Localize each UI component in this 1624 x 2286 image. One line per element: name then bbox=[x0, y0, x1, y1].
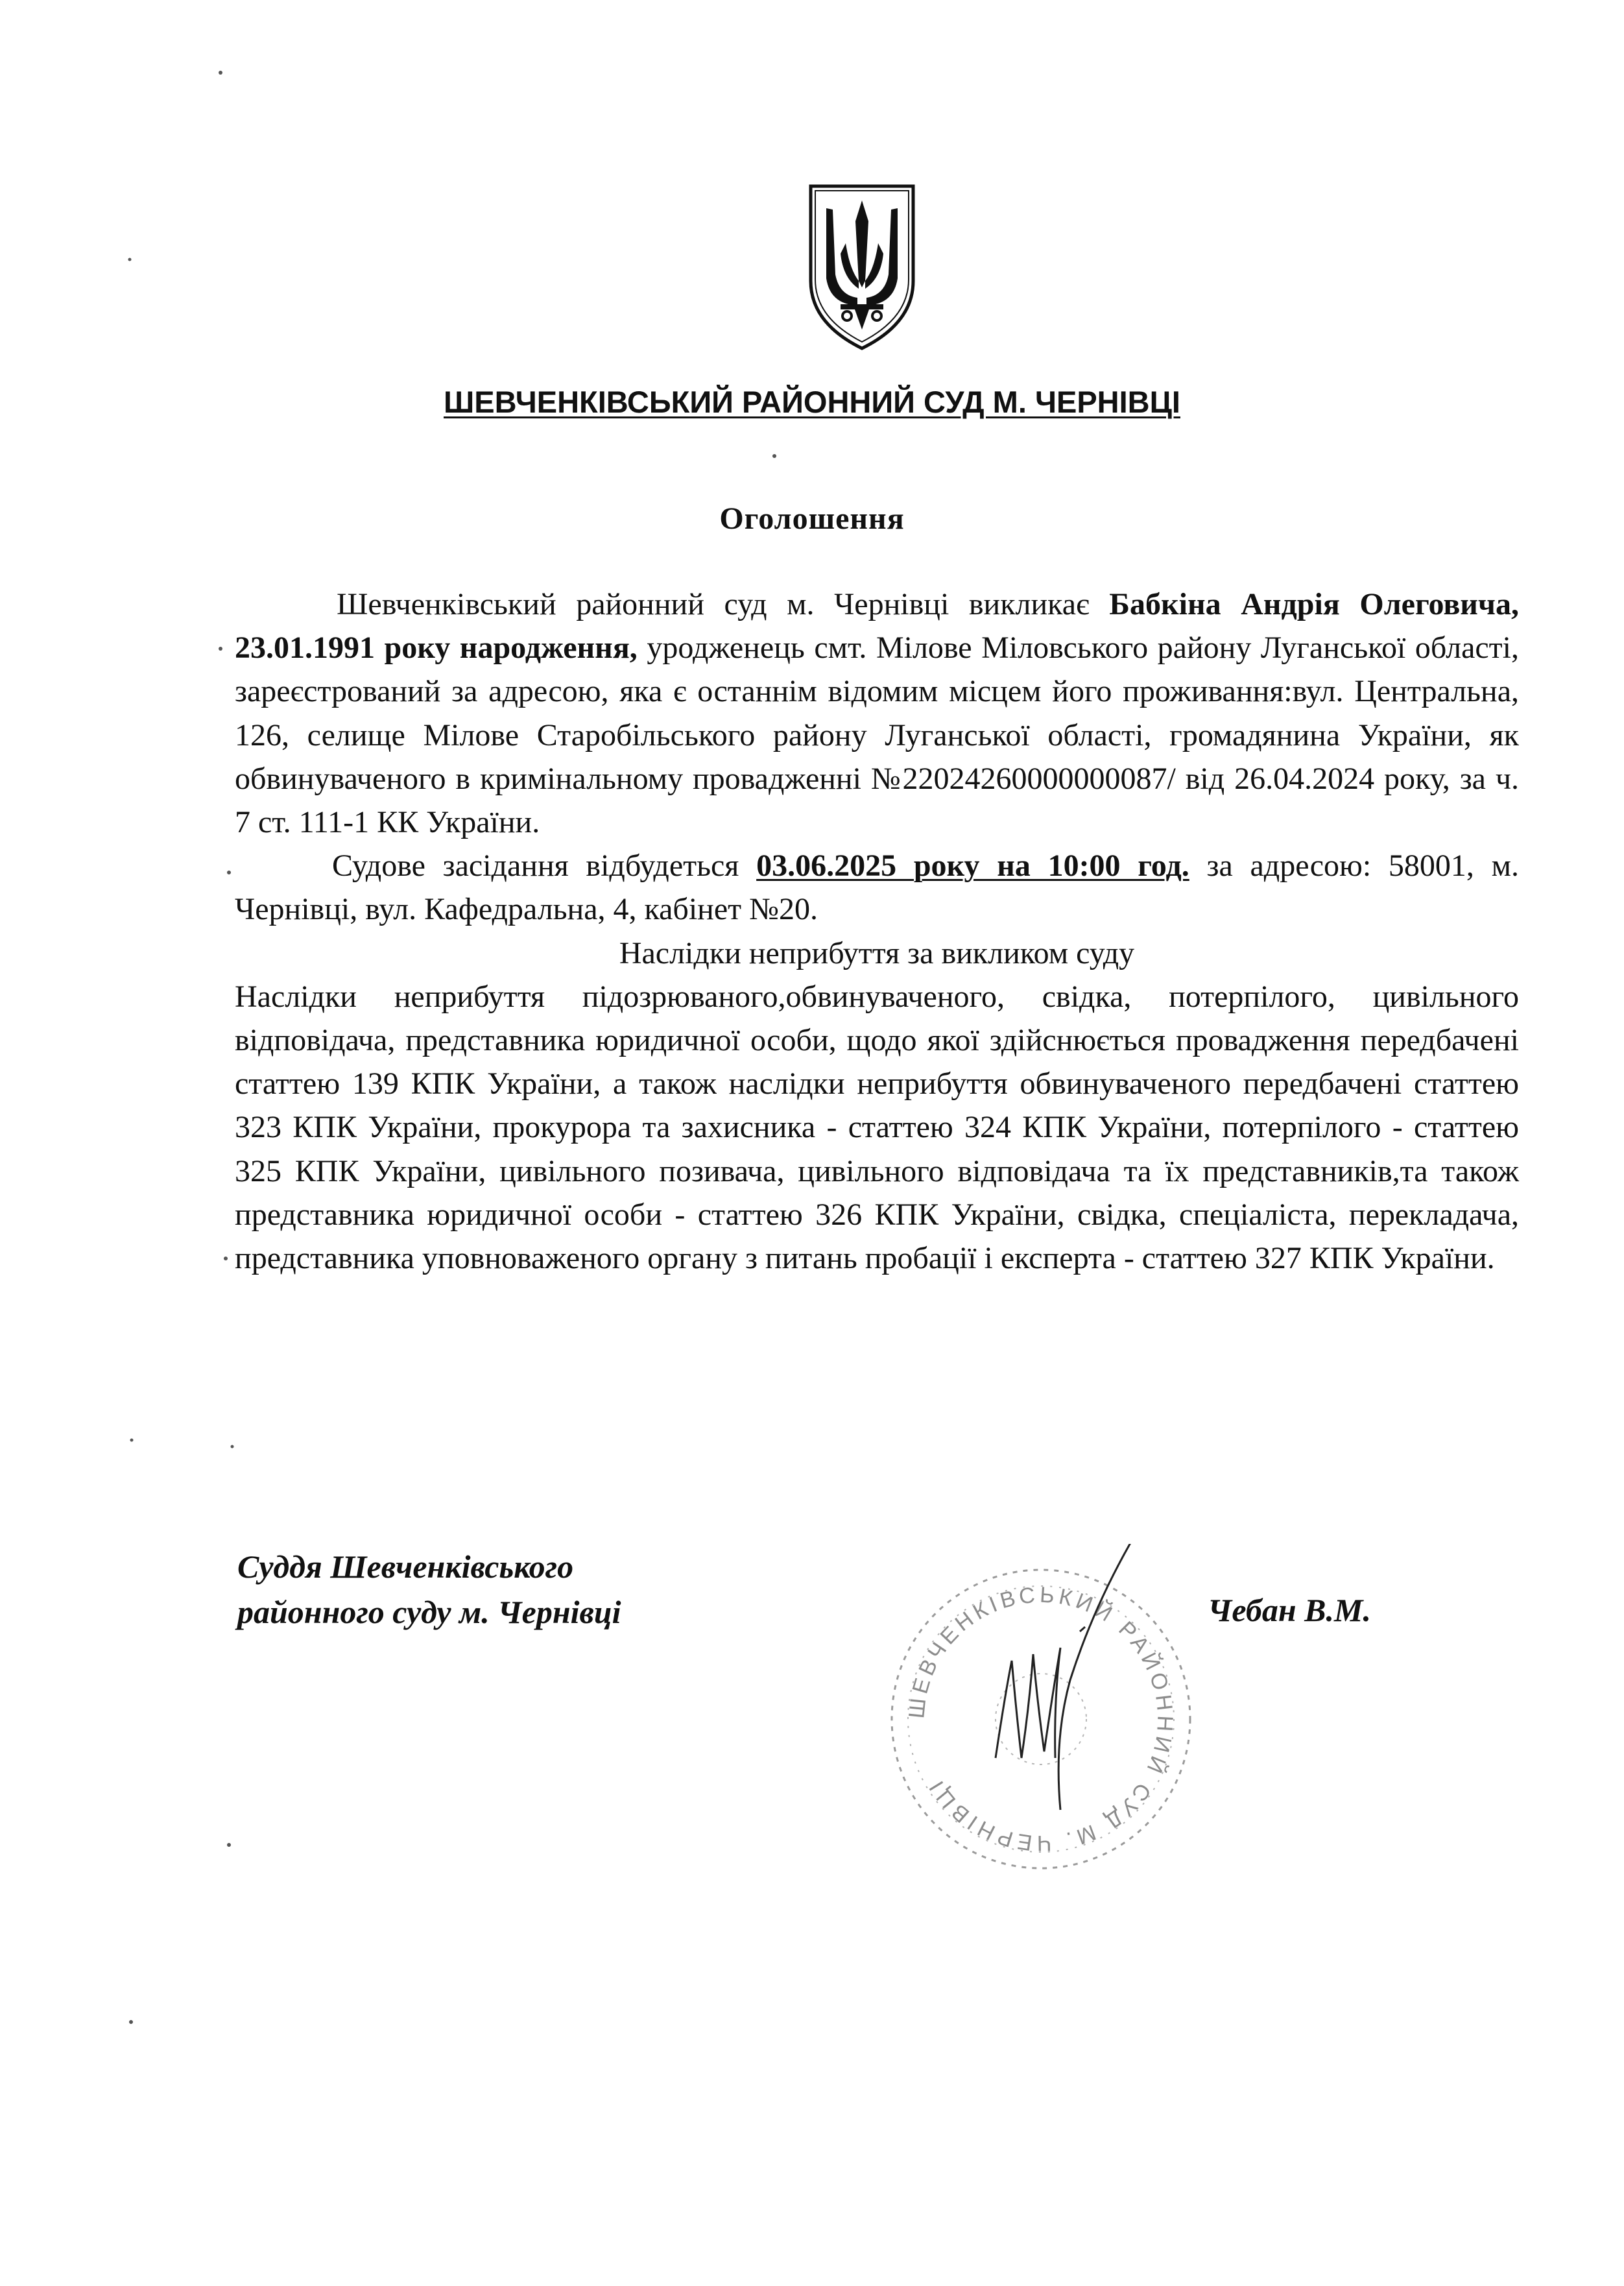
hearing-datetime: 03.06.2025 року на 10:00 год. bbox=[756, 848, 1189, 884]
document-title: Оголошення bbox=[719, 501, 905, 536]
stamp-text: ШЕВЧЕНКІВСЬКИЙ РАЙОННИЙ СУД М. ЧЕРНІВЦІ bbox=[904, 1582, 1178, 1856]
judge-position bbox=[237, 1544, 621, 1635]
judge-position-line1: Суддя Шевченківського bbox=[237, 1548, 574, 1585]
trident-icon bbox=[807, 184, 917, 351]
accused-name: Бабкіна Андрія Олеговича, 23.01.1991 року народження, bbox=[235, 587, 1519, 666]
summons-paragraph bbox=[235, 583, 1519, 844]
hearing-paragraph bbox=[235, 844, 1519, 931]
court-name: ШЕВЧЕНКІВСЬКИЙ РАЙОННИЙ СУД М. ЧЕРНІВЦІ bbox=[443, 385, 1180, 419]
court-stamp bbox=[866, 1544, 1229, 1894]
consequences-heading: Наслідки неприбуття за викликом суду bbox=[619, 935, 1135, 970]
summons-text-details: уродженець смт. Мілове Міловського району Луганської області, зареєстрований за адресою, яка є останнім відомим місцем його проживання:вул. Центральна, 126, селище Мілове Старобільського району Луганської області, громадянина України, як обвинуваченого в кримінальному провадженні №22024260000000087/ від 26.04.2024 року, за ч. 7 ст. 111-1 КК України. bbox=[235, 631, 1519, 840]
judge-position-line2: районного суду м. Чернівці bbox=[237, 1594, 621, 1630]
hearing-text-lead: Судове засідання відбудеться bbox=[332, 848, 757, 884]
judge-name: Чебан В.М. bbox=[1208, 1592, 1371, 1628]
hearing-address: за адресою: 58001, м. Чернівці, вул. Кафедральна, 4, кабінет №20. bbox=[235, 848, 1520, 927]
announcement-body bbox=[235, 583, 1519, 1280]
consequences-text: Наслідки неприбуття підозрюваного,обвинуваченого, свідка, потерпілого, цивільного відповідача, представника юридичної особи, щодо якої здійснюється провадження передбачені статтею 139 КПК України, а також наслідки неприбуття обвинуваченого передбачені статтею 323 КПК України, прокурора та захисника - статтею 324 КПК України, потерпілого - статтею 325 КПК України, цивільного позивача, цивільного відповідача та їх представників,та також представника юридичної особи - статтею 326 КПК України, свідка, спеціаліста, перекладача, представника уповноваженого органу з питань пробації і експерта - статтею 327 КПК України. bbox=[235, 979, 1519, 1276]
summons-text-lead: Шевченківський районний суд м. Чернівці викликає bbox=[337, 587, 1110, 621]
